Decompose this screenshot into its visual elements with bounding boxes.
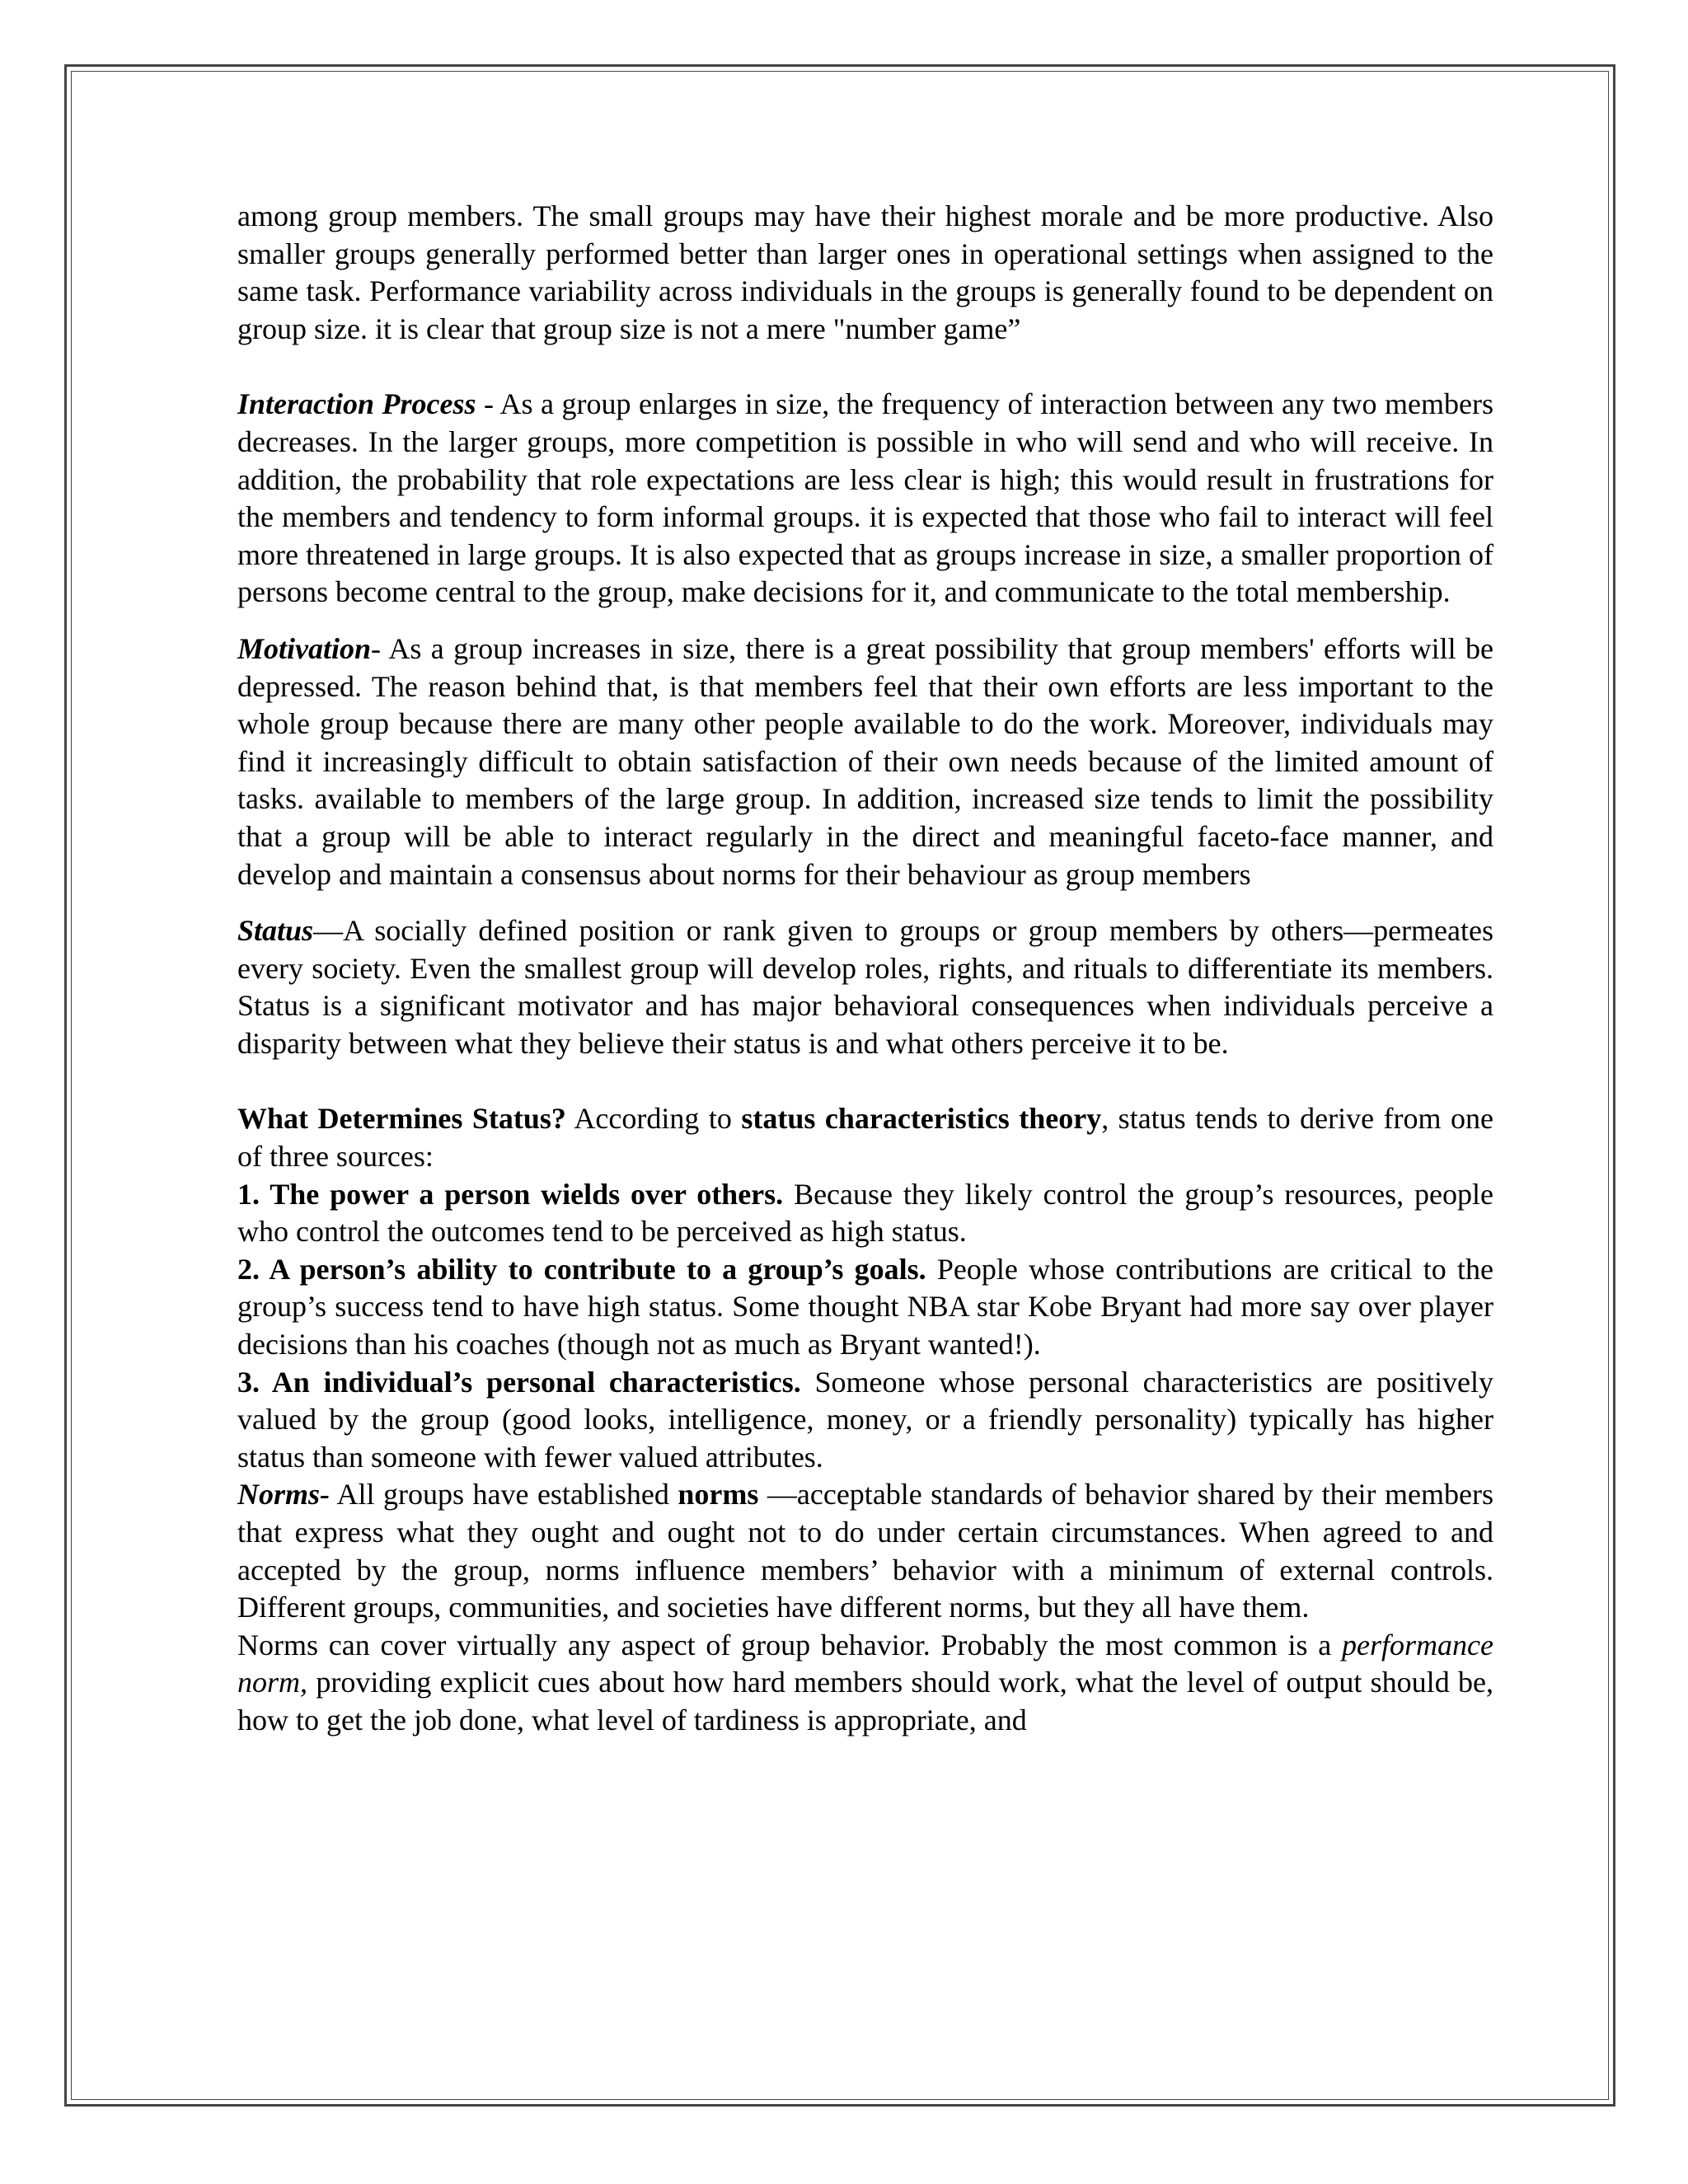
determines-status-paragraph: [237, 1100, 1493, 1175]
status-source-heading: 2. A person’s ability to contribute to a group’s goals.: [237, 1252, 926, 1286]
norms-text-b: —acceptable standards of behavior shared by their members that express what they ought and ought not to do under certain circumstances. When agreed to and accepted by the group, norms influence members’ behavior with a minimum of external controls. Different groups, communities, and societies have different norms, but they all have them.: [237, 1478, 1493, 1624]
motivation-text: - As a group increases in size, there is a great possibility that group members' efforts will be depressed. The reason behind that, is that members feel that their own efforts are less important to the whole group because there are many other people available to do the work. Moreover, individuals may find it increasingly difficult to obtain satisfaction of their own needs because of the limited amount of tasks. available to members of the large group. In addition, increased size tends to limit the possibility that a group will be able to interact regularly in the direct and meaningful faceto-face manner, and develop and maintain a consensus about norms for their behaviour as group members: [237, 631, 1493, 891]
interaction-process-text: - As a group enlarges in size, the frequency of interaction between any two members decreases. In the larger groups, more competition is possible in who will send and who will receive. In addition, the probability that role expectations are less clear is high; this would result in frustrations for the members and tendency to form informal groups. it is expected that those who fail to interact will feel more threatened in large groups. It is also expected that as groups increase in size, a smaller proportion of persons become central to the group, make decisions for it, and communicate to the total membership.: [237, 387, 1493, 609]
performance-norm-term: performance norm,: [237, 1628, 1493, 1699]
determines-status-text-b: , status tends to derive from one of three sources:: [237, 1102, 1493, 1174]
status-source-heading: 3. An individual’s personal characteristics.: [237, 1365, 801, 1399]
determines-status-heading: What Determines Status?: [237, 1102, 566, 1136]
status-paragraph: [237, 912, 1493, 1062]
status-source-text: Someone whose personal characteristics are positively valued by the group (good looks, intelligence, money, or a friendly personality) typically has higher status than someone with fewer valued attributes.: [237, 1365, 1493, 1474]
status-characteristics-theory: status characteristics theory: [741, 1102, 1102, 1136]
motivation-paragraph: [237, 630, 1493, 893]
status-term: Status: [237, 914, 314, 948]
norms-coverage-text-a: Norms can cover virtually any aspect of group behavior. Probably the most common is a: [237, 1628, 1343, 1661]
norms-term: Norms-: [237, 1478, 331, 1511]
norms-paragraph: [237, 1476, 1493, 1626]
norms-keyword: norms: [678, 1478, 759, 1511]
document-body: [237, 198, 1493, 1740]
status-source-item: [237, 1176, 1493, 1251]
norms-text-a: All groups have established: [330, 1478, 678, 1511]
intro-paragraph: [237, 198, 1493, 348]
determines-status-text-a: According to: [565, 1102, 742, 1136]
status-source-text: Because they likely control the group’s resources, people who control the outcomes tend to be perceived as high status.: [237, 1177, 1493, 1249]
status-source-heading: 1. The power a person wields over others.: [237, 1177, 784, 1211]
motivation-term: Motivation: [237, 631, 372, 665]
interaction-process-paragraph: [237, 386, 1493, 612]
status-text: —A socially defined position or rank given to groups or group members by others—permeates every society. Even the smallest group will develop roles, rights, and rituals to differentiate its members. Status is a significant motivator and has major behavioral consequences when individuals perceive a disparity between what they believe their status is and what others perceive it to be.: [237, 914, 1493, 1060]
interaction-process-term: Interaction Process: [237, 387, 476, 421]
intro-text: among group members. The small groups may have their highest morale and be more productive. Also smaller groups generally performed better than larger ones in operational settings when assigned to the same task. Performance variability across individuals in the groups is generally found to be dependent on group size. it is clear that group size is not a mere "number game”: [237, 199, 1493, 345]
norms-coverage-text-b: providing explicit cues about how hard members should work, what the level of output should be, how to get the job done, what level of tardiness is appropriate, and: [237, 1666, 1493, 1736]
status-source-item: [237, 1364, 1493, 1477]
norms-coverage-paragraph: [237, 1627, 1493, 1740]
status-source-text: People whose contributions are critical to the group’s success tend to have high status. Some thought NBA star Kobe Bryant had more say over player decisions than his coaches (though not as much as Bryant wanted!).: [237, 1252, 1493, 1361]
status-source-item: [237, 1251, 1493, 1364]
